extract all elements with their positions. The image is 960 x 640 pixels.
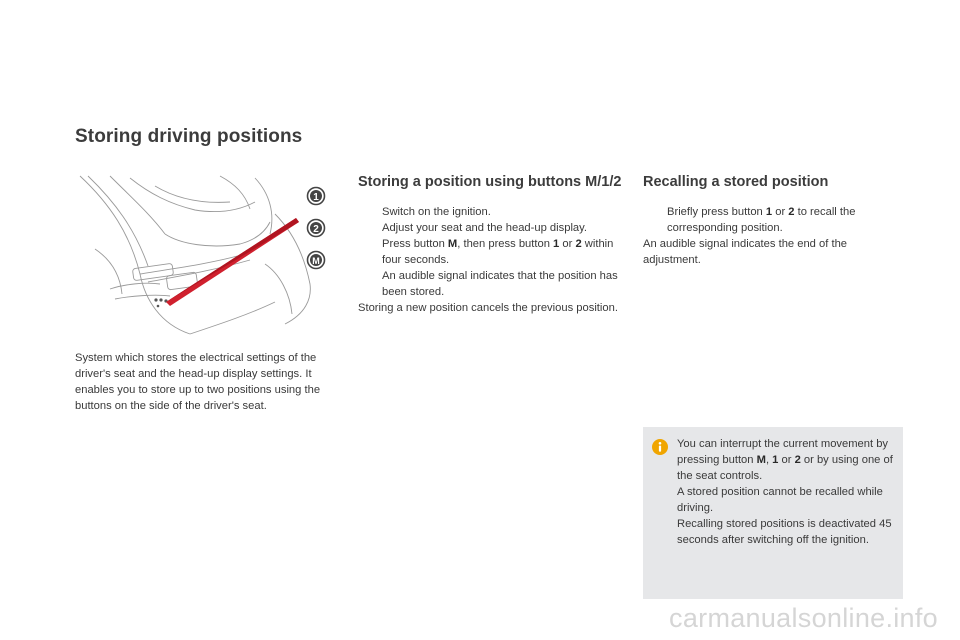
button-2-icon [308,220,325,237]
storing-step-3-note: An audible signal indicates that the position has been stored. [382,270,618,298]
recalling-step-1: Briefly press button 1 or 2 to recall the corresponding position. [667,206,856,234]
recalling-steps [643,204,905,236]
info-icon [652,439,668,455]
page-title: Storing driving positions [75,126,303,147]
seat-controls-illustration [70,174,335,339]
info-box [643,427,903,599]
recalling-footer: An audible signal indicates the end of the adjustment. [643,238,848,266]
info-paragraph-3: Recalling stored positions is deactivated 45 seconds after switching off the ignition. [677,518,892,546]
storing-step-2: Adjust your seat and the head-up display. [382,222,588,234]
recalling-heading: Recalling a stored position [643,174,829,190]
watermark[interactable]: carmanualsonline.info [669,603,938,633]
storing-footer: Storing a new position cancels the previous position. [358,302,618,314]
storing-section [358,174,628,316]
button-2-label: 2 [313,224,319,235]
info-text [677,436,897,548]
info-paragraph-2: A stored position cannot be recalled while driving. [677,486,883,514]
recalling-section [643,174,905,268]
info-paragraph-1: You can interrupt the current movement by pressing button M, 1 or 2 or by using one of the seat controls. [677,438,893,482]
intro-text: System which stores the electrical settings of the driver's seat and the head-up display settings. It enables you to store up to two positions using the buttons on the side of the driver's seat. [75,352,321,412]
storing-heading: Storing a position using buttons M/1/2 [358,174,622,190]
storing-step-1: Switch on the ignition. [382,206,491,218]
button-1-label: 1 [313,192,319,203]
button-m-icon [308,252,325,269]
storing-steps [358,204,628,300]
storing-step-3: Press button M, then press button 1 or 2 within four seconds. An audible signal indicates that the position has been stored. [382,238,618,298]
button-1-icon [308,188,325,205]
button-m-label: M [312,256,320,266]
